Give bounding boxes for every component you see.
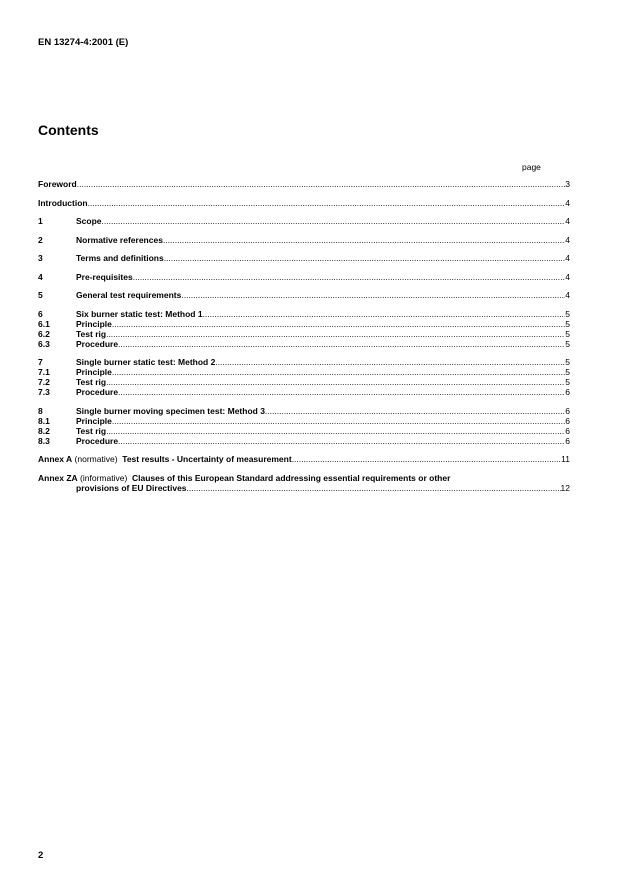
toc-entry-page: 5 xyxy=(565,377,570,387)
toc-entry-page: 5 xyxy=(565,318,570,329)
leader-dots xyxy=(203,309,566,319)
toc-entry-text: Six burner static test: Method 1 xyxy=(76,308,203,319)
toc-entry-8-1-principle[interactable] xyxy=(38,416,570,426)
toc-entry-number: 2 xyxy=(38,234,43,245)
toc-entry-8-3-procedure[interactable] xyxy=(38,436,570,446)
leader-dots xyxy=(187,483,561,493)
toc-entry-text: Pre-requisites xyxy=(76,271,133,282)
toc-entry-7-3-procedure[interactable] xyxy=(38,387,570,397)
toc-entry-page: 5 xyxy=(565,338,570,349)
document-id-header: EN 13274-4:2001 (E) xyxy=(38,37,129,48)
toc-entry-text: provisions of EU Directives xyxy=(76,482,187,493)
toc-entry-method-1[interactable] xyxy=(38,309,570,319)
leader-dots xyxy=(112,319,565,329)
toc-entry-pre-requisites[interactable] xyxy=(38,272,570,282)
toc-entry-7-2-test-rig[interactable] xyxy=(38,377,570,387)
toc-entry-text: General test requirements xyxy=(76,290,182,300)
leader-dots xyxy=(88,198,566,208)
toc-entry-page: 4 xyxy=(565,234,570,245)
toc-entry-text: Scope xyxy=(76,216,102,226)
leader-dots xyxy=(118,387,565,397)
leader-dots xyxy=(133,272,566,282)
toc-entry-text: Single burner static test: Method 2 xyxy=(76,357,216,367)
toc-entry-7-1-principle[interactable] xyxy=(38,367,570,377)
toc-entry-text: Introduction xyxy=(38,197,88,208)
toc-entry-page: 6 xyxy=(565,435,570,446)
leader-dots xyxy=(265,406,565,416)
toc-entry-method-3[interactable] xyxy=(38,406,570,416)
toc-entry-page: 6 xyxy=(565,415,570,426)
toc-entry-text: Clauses of this European Standard addressing essential requirements or other xyxy=(132,472,451,483)
toc-entry-number: 3 xyxy=(38,253,43,263)
toc-entry-text: Principle xyxy=(76,415,112,426)
toc-entry-terms-and-definitions[interactable] xyxy=(38,253,570,263)
toc-entry-introduction[interactable] xyxy=(38,198,570,208)
leader-dots xyxy=(106,426,565,436)
toc-entry-text: Procedure xyxy=(76,338,119,349)
toc-entry-text: Procedure xyxy=(76,387,119,397)
table-of-contents xyxy=(38,179,570,493)
toc-entry-page: 5 xyxy=(565,357,570,367)
toc-entry-number: 5 xyxy=(38,290,43,300)
leader-dots xyxy=(215,357,565,367)
toc-entry-method-2[interactable] xyxy=(38,357,570,367)
leader-dots xyxy=(164,253,566,263)
toc-entry-number: 8.1 xyxy=(38,415,50,426)
contents-title: Contents xyxy=(38,122,99,138)
toc-entry-number: 7 xyxy=(38,357,43,367)
toc-entry-number: 8.3 xyxy=(38,435,50,446)
leader-dots xyxy=(118,436,565,446)
leader-dots xyxy=(118,339,565,349)
leader-dots xyxy=(106,377,565,387)
toc-entry-text: Principle xyxy=(76,318,112,329)
toc-entry-text: Procedure xyxy=(76,435,119,446)
annex-type: (normative) xyxy=(74,454,118,464)
toc-entry-text: Terms and definitions xyxy=(76,253,164,263)
page-column-label: page xyxy=(522,162,541,172)
toc-entry-page: 6 xyxy=(565,387,570,397)
toc-entry-scope[interactable] xyxy=(38,216,570,226)
toc-entry-8-2-test-rig[interactable] xyxy=(38,426,570,436)
toc-entry-page: 11 xyxy=(561,454,570,464)
toc-entry-annex-za[interactable] xyxy=(38,473,570,483)
toc-entry-number: 1 xyxy=(38,216,43,226)
leader-dots xyxy=(106,329,565,339)
toc-entry-text: Principle xyxy=(76,367,112,377)
leader-dots xyxy=(112,367,565,377)
toc-entry-number: 8.2 xyxy=(38,425,50,436)
toc-entry-normative-references[interactable] xyxy=(38,235,570,245)
toc-entry-page: 3 xyxy=(565,179,570,189)
toc-entry-page: 5 xyxy=(565,328,570,339)
toc-entry-annex-a[interactable] xyxy=(38,454,570,464)
toc-entry-page: 4 xyxy=(565,271,570,282)
toc-entry-number: 6.3 xyxy=(38,338,50,349)
toc-entry-text: Foreword xyxy=(38,179,77,189)
page-number: 2 xyxy=(38,850,44,861)
toc-entry-text: Single burner moving specimen test: Method 3 xyxy=(76,405,265,416)
toc-entry-page: 4 xyxy=(565,216,570,226)
toc-entry-text: Test rig xyxy=(76,377,107,387)
toc-entry-page: 6 xyxy=(565,425,570,436)
toc-entry-number: 6 xyxy=(38,308,43,319)
toc-entry-number: 6.1 xyxy=(38,318,50,329)
leader-dots xyxy=(181,290,565,300)
toc-entry-page: 5 xyxy=(565,367,570,377)
toc-entry-page: 6 xyxy=(565,405,570,416)
annex-label: Annex A xyxy=(38,454,73,464)
leader-dots xyxy=(112,416,565,426)
toc-entry-number: 7.2 xyxy=(38,377,50,387)
toc-entry-number: 8 xyxy=(38,405,43,416)
toc-entry-foreword[interactable] xyxy=(38,179,570,189)
toc-entry-page: 4 xyxy=(565,253,570,263)
toc-entry-general-test-requirements[interactable] xyxy=(38,290,570,300)
leader-dots xyxy=(77,179,566,189)
leader-dots xyxy=(292,454,561,464)
toc-entry-text: Test rig xyxy=(76,425,107,436)
toc-entry-text: Test results - Uncertainty of measurement xyxy=(122,454,292,464)
toc-entry-page: 4 xyxy=(565,197,570,208)
leader-dots xyxy=(163,235,565,245)
toc-entry-number: 4 xyxy=(38,271,43,282)
toc-entry-page: 4 xyxy=(565,290,570,300)
annex-type: (informative) xyxy=(80,472,128,483)
annex-label: Annex ZA xyxy=(38,472,78,483)
toc-entry-text: Test rig xyxy=(76,328,107,339)
leader-dots xyxy=(102,216,566,226)
toc-entry-annex-za-continued[interactable] xyxy=(38,483,570,493)
toc-entry-number: 6.2 xyxy=(38,328,50,339)
toc-entry-text: Normative references xyxy=(76,234,163,245)
toc-entry-6-3-procedure[interactable] xyxy=(38,339,570,349)
toc-entry-page: 5 xyxy=(565,308,570,319)
toc-entry-number: 7.3 xyxy=(38,387,50,397)
toc-entry-6-1-principle[interactable] xyxy=(38,319,570,329)
toc-entry-6-2-test-rig[interactable] xyxy=(38,329,570,339)
toc-entry-page: 12 xyxy=(560,482,570,493)
toc-entry-number: 7.1 xyxy=(38,367,50,377)
